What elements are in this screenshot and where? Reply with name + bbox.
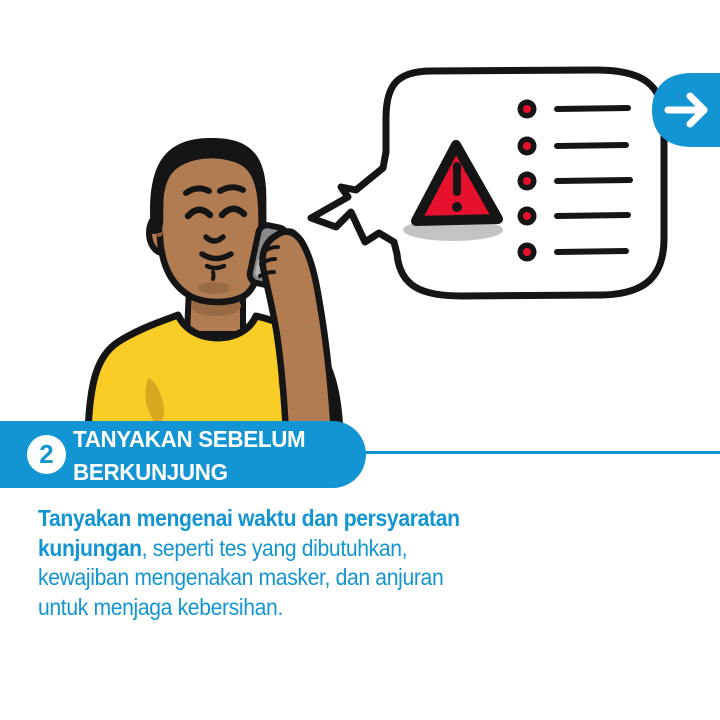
speech-bubble	[311, 70, 664, 296]
exclamation-dot	[452, 202, 462, 212]
step-title-line1: TANYAKAN SEBELUM	[73, 426, 306, 452]
checklist-bullet-dot	[523, 177, 531, 185]
body-line2-regular: , seperti tes yang dibutuhkan,	[141, 534, 408, 561]
banner-rule	[358, 451, 720, 454]
body-line-3: kewajiban mengenakan masker, dan anjuran	[38, 564, 444, 590]
checklist-bullet-dot	[523, 142, 531, 150]
body-line2-bold: kunjungan	[38, 534, 142, 561]
checklist-line	[557, 251, 626, 252]
body-line-2	[38, 534, 460, 564]
checklist-line	[557, 215, 628, 216]
chin-crease	[213, 272, 214, 279]
body-line-4: untuk menjaga kebersihan.	[38, 593, 283, 620]
checklist-bullet-dot	[523, 212, 531, 220]
checklist-line	[557, 180, 630, 181]
chin-shadow	[198, 282, 230, 294]
checklist-bullet-dot	[523, 105, 531, 113]
next-button[interactable]	[652, 73, 720, 147]
body-text	[38, 504, 460, 622]
checklist-bullet-dot	[523, 248, 531, 256]
person-illustration	[88, 138, 340, 434]
step-number-badge: 2	[27, 435, 66, 474]
step-title	[73, 423, 305, 489]
checklist-line	[557, 145, 626, 146]
step-title-line2: BERKUNJUNG	[73, 459, 228, 485]
lower-lip-line	[207, 266, 224, 268]
checklist-line	[557, 108, 628, 109]
body-line-1	[38, 504, 460, 534]
step-banner	[0, 421, 366, 488]
body-line1-bold: Tanyakan mengenai waktu dan persyaratan	[38, 505, 460, 531]
